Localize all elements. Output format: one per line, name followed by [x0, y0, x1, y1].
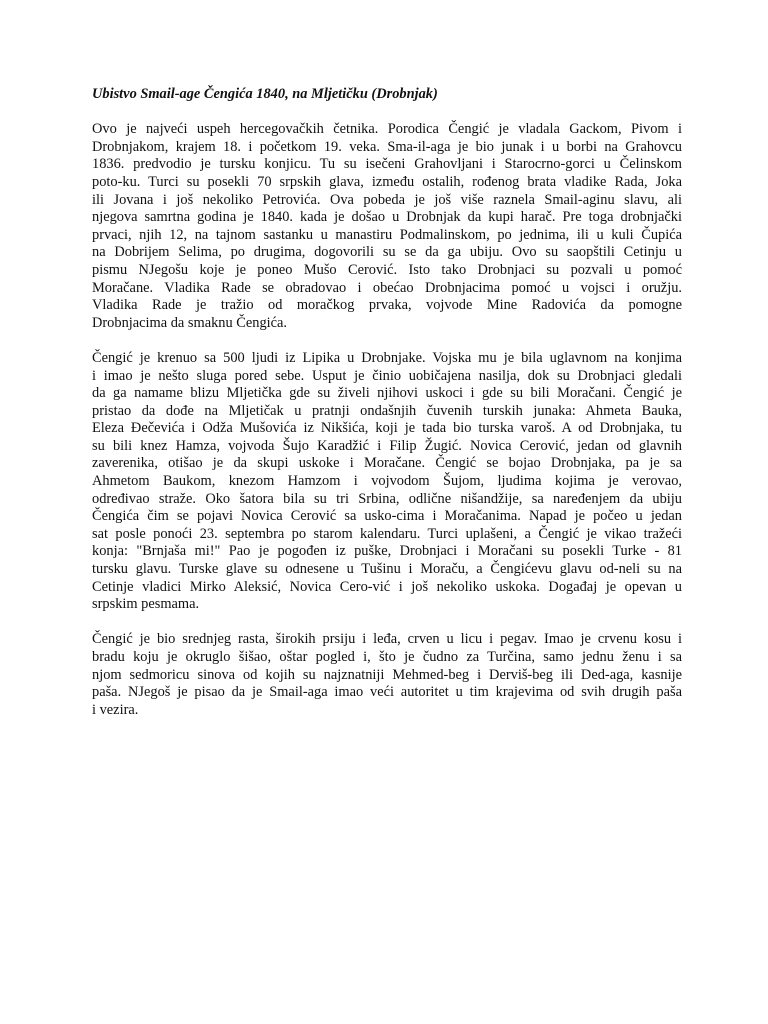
- text-line: paša. NJegoš je pisao da je Smail-aga imao veći autoritet u tim krajevima od svih drugih paša: [92, 684, 682, 701]
- document-body: [92, 121, 682, 719]
- text-line: Drobnjacima da smaknu Čengića.: [92, 314, 288, 331]
- text-line: na Dobrijem Selima, po drugima, dogovorili su se da ga ubiju. Ovo su saopštili Cetinju u: [92, 244, 682, 261]
- text-line: prvaci, njih 12, na tajnom sastanku u manastiru Podmalinskom, po jednima, ili u kuli Čupića: [92, 226, 682, 243]
- text-line: i vezira.: [92, 701, 139, 718]
- text-line: konja: "Brnjaša mi!" Pao je pogođen iz puške, Drobnjaci i Moračani su posekli Turke - 81: [92, 543, 682, 560]
- document-page: [92, 86, 682, 737]
- text-line: da ga namame blizu Mljetička gde su živeli njihovi uskoci i gde su bili Moračani. Čengić je: [92, 385, 682, 402]
- text-line: Eleza Đečevića i Odža Mušovića iz Nikšića, koji je tada bio turska varoš. A od Drobnjaka, tu: [92, 420, 682, 437]
- text-line: i imao je nešto sluga pored sebe. Usput je činio uobičajena nasilja, dok su Drobnjaci gledali: [92, 367, 682, 384]
- text-line: tursku glavu. Turske glave su odnesene u Tušinu i Moraču, a Čengićevu glavu od-neli su na: [92, 561, 682, 578]
- paragraph-2: [92, 350, 682, 614]
- text-line: srpskim pesmama.: [92, 596, 200, 613]
- text-line: Moračane. Vladika Rade se obradovao i obećao Drobnjacima pomoć u vojsci i oružju.: [92, 279, 682, 296]
- text-line: 1836. predvodio je tursku konjicu. Tu su isečeni Grahovljani i Starocrno-gorci u Čelinskom: [92, 156, 682, 173]
- text-line: Ovo je najveći uspeh hercegovačkih četnika. Porodica Čengić je vladala Gackom, Pivom i: [92, 121, 682, 138]
- paragraph-1: [92, 121, 682, 332]
- text-line: Čengić je krenuo sa 500 ljudi iz Lipika u Drobnjake. Vojska mu je bila uglavnom na konjima: [92, 349, 682, 366]
- text-line: pismu NJegošu koje je poneo Mušo Cerović. Isto tako Drobnjaci su pozvali u pomoć: [92, 261, 682, 278]
- text-line: Vladika Rade je tražio od moračkog prvaka, vojvode Mine Radovića da pomogne: [92, 297, 682, 314]
- text-line: njegova samrtna godina je 1840. kada je došao u Drobnjak da kupi harač. Pre toga drobnjački: [92, 209, 682, 226]
- text-line: pristao da dođe na Mljetičak u pratnji ondašnjih čuvenih turskih junaka: Ahmeta Bauka,: [92, 402, 682, 419]
- text-line: Drobnjakom, krajem 18. i početkom 19. veka. Sma-il-aga je bio junak i u borbi na Grahovcu: [92, 138, 682, 155]
- text-line: zaverenika, otišao je da skupi uskoke i Moračane. Čengić se bojao Drobnjaka, pa je sa: [92, 455, 682, 472]
- paragraph-3: [92, 631, 682, 719]
- text-line: Čengić je bio srednjeg rasta, širokih prsiju i leđa, crven u licu i pegav. Imao je crvenu kosu i: [92, 631, 682, 648]
- text-line: Čengića čim se pojavi Novica Cerović sa usko-cima i Moračanima. Napad je počeo u jedan: [92, 508, 682, 525]
- text-line: Ahmetom Baukom, knezom Hamzom i vojvodom Šujom, ljudima kojima je verovao,: [92, 473, 682, 490]
- text-line: su bili knez Hamza, vojvoda Šujo Karadžić i Filip Žugić. Novica Cerović, jedan od glavnih: [92, 437, 682, 454]
- text-line: bradu koju je okruglo šišao, oštar pogled i, što je čudno za Turčina, samo jednu ženu i sa: [92, 649, 682, 665]
- text-line: sat posle ponoći 23. septembra po starom kalendaru. Turci uplašeni, a Čengić je vikao tražeći: [92, 525, 682, 542]
- document-title: Ubistvo Smail-age Čengića 1840, na Mljetičku (Drobnjak): [92, 86, 438, 102]
- text-line: ili Jovana i još nekoliko Petrovića. Ova pobeda je još više raznela Smail-aginu slavu, ali: [92, 191, 682, 208]
- text-line: njom sedmoricu sinova od kojih su najznatniji Mehmed-beg i Derviš-beg ili Ded-aga, kasnije: [92, 666, 682, 683]
- text-line: poto-ku. Turci su posekli 70 srpskih glava, između ostalih, rođenog brata vladike Rada, Joka: [92, 173, 682, 190]
- text-line: Cetinje vladici Mirko Aleksić, Novica Cero-vić i još nekoliko uskoka. Događaj je opevan u: [92, 578, 682, 595]
- text-line: određivao straže. Oko šatora bila su tri Srbina, odlične nišandžije, sa naređenjem da ubiju: [92, 490, 682, 507]
